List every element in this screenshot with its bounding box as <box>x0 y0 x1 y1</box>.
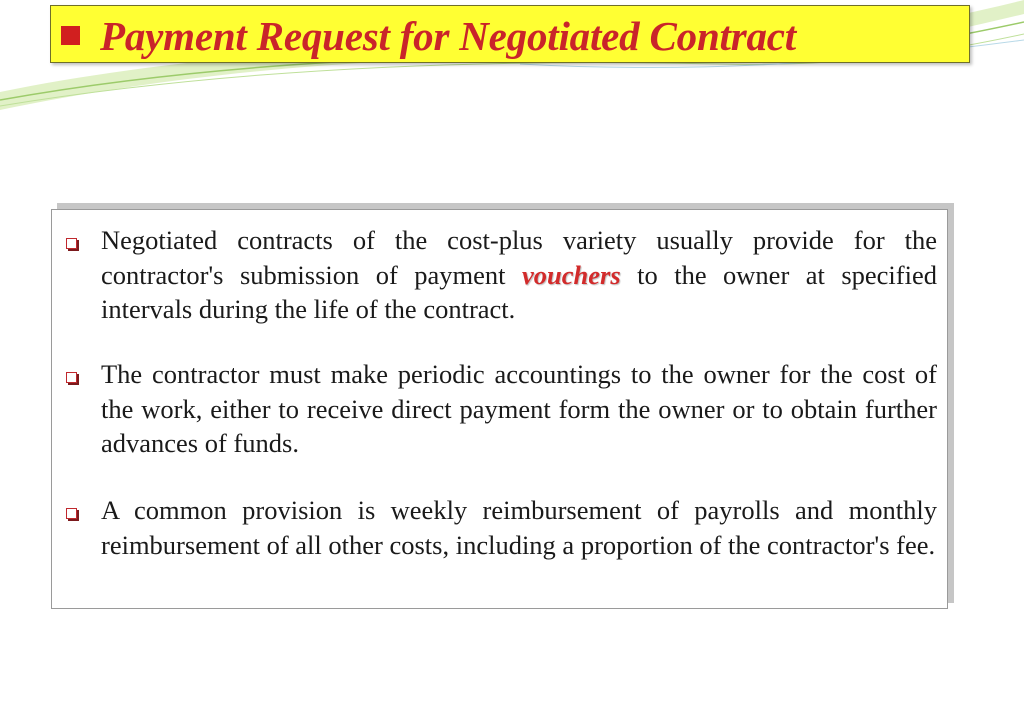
slide-title: Payment Request for Negotiated Contract <box>100 13 796 59</box>
bullet-text: A common provision is weekly reimbursement of payrolls and monthly reimbursement of all other costs, including a proportion of the contractor's fee. <box>101 495 937 560</box>
bullet-text-before: Negotiated contracts of the cost-plus variety usually provide for the contractor's submission of payment <box>101 225 937 290</box>
square-bullet-icon <box>61 26 80 45</box>
bullet-text-after: to the owner at specified intervals during the life of the contract. <box>101 259 937 324</box>
hollow-square-bullet-icon <box>66 238 77 249</box>
bullet-text: The contractor must make periodic accountings to the owner for the cost of the work, either to receive direct payment form the owner or to obtain further advances of funds. <box>101 359 937 458</box>
hollow-square-bullet-icon <box>66 372 77 383</box>
title-bar <box>50 5 970 63</box>
hollow-square-bullet-icon <box>66 508 77 519</box>
bullet-text <box>101 223 937 327</box>
emphasized-word: vouchers <box>522 259 621 290</box>
content-box <box>51 209 948 609</box>
